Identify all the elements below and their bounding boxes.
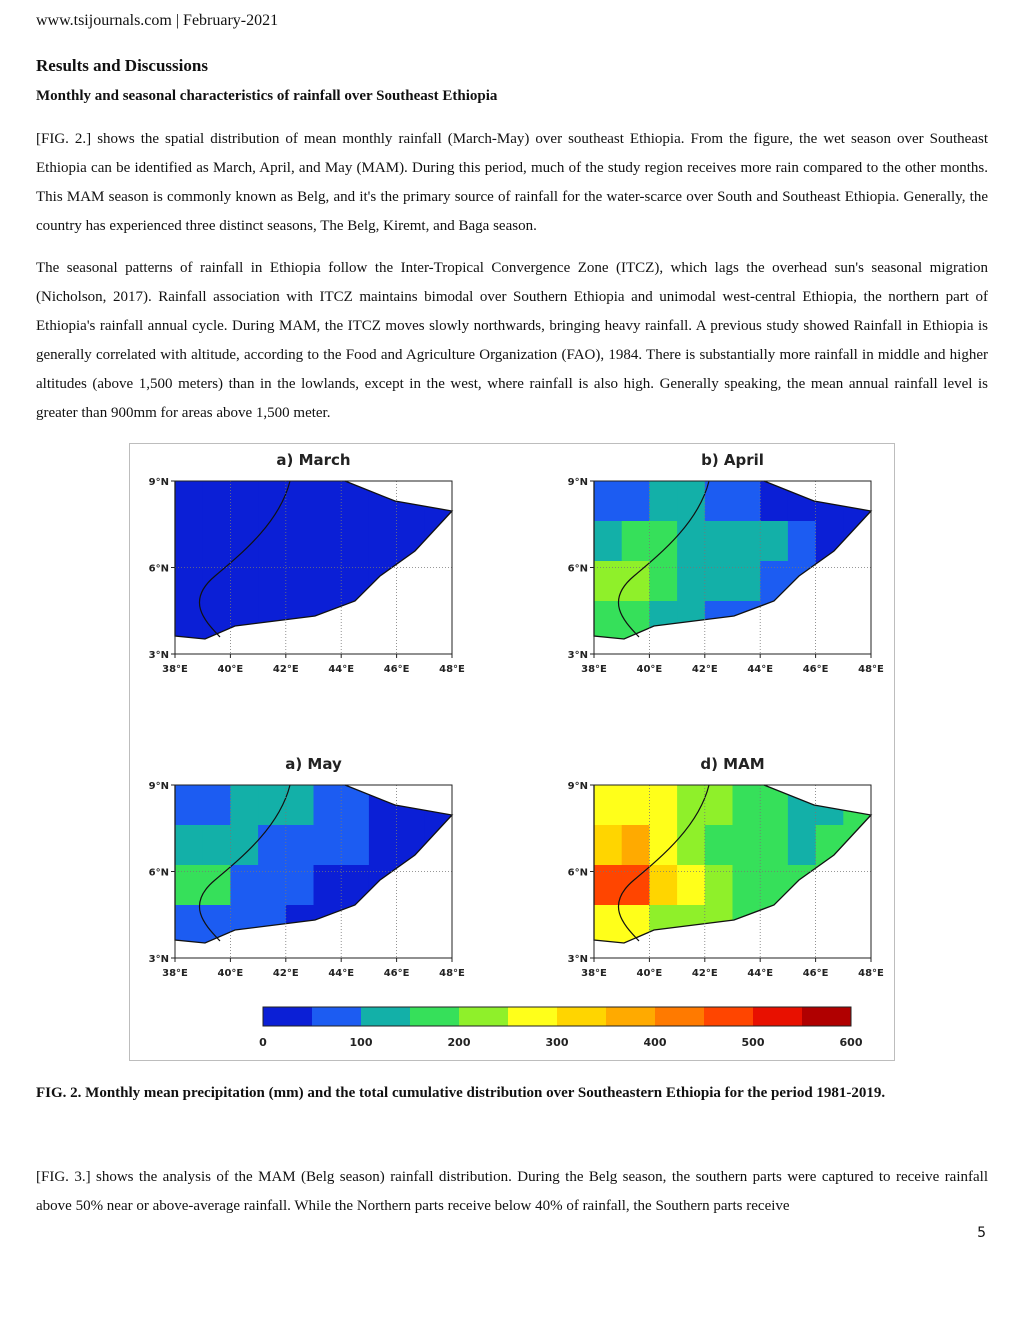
rainfall-cell [760,825,788,866]
rainfall-cell [677,865,705,906]
lat-tick-label: 6°N [567,867,588,879]
lon-tick-label: 48°E [439,664,465,675]
colorbar-segment [361,1007,410,1026]
map-panel [149,451,465,675]
rainfall-cell [286,905,314,946]
lat-tick-label: 9°N [567,477,588,488]
rainfall-cell [760,481,788,522]
lon-tick-label: 38°E [162,664,188,675]
rainfall-cell [314,561,342,602]
colorbar-segment [410,1007,459,1026]
rainfall-cell [369,905,397,946]
lon-tick-label: 42°E [272,968,299,979]
lon-tick-label: 46°E [383,968,410,979]
map-panel [568,755,884,979]
rainfall-cell [341,785,369,826]
colorbar-segment [508,1007,557,1026]
colorbar-segment [802,1007,851,1026]
lon-tick-label: 42°E [691,664,718,675]
rainfall-cell [341,905,369,946]
rainfall-cell [649,521,677,562]
lon-tick-label: 44°E [328,968,355,979]
rainfall-cell [788,785,816,826]
paragraph-fig2-description: [FIG. 2.] shows the spatial distribution of mean monthly rainfall (March-May) over southeast Ethiopia. From the figure, the wet season over Southeast Ethiopia can be identified as March, April, and May (MAM). During this period, much of the study region receives more rain compared to the other months. This MAM season is commonly known as Belg, and it's the primary source of rainfall for the water-scarce over South and Southeast Ethiopia. Generally, the country has experienced three distinct seasons, The Belg, Kiremt, and Baga season. [36,131,988,234]
rainfall-cell [760,521,788,562]
colorbar-tick-label: 100 [349,1036,373,1049]
lon-tick-label: 46°E [802,664,829,675]
colorbar-segment [753,1007,802,1026]
rainfall-cell [622,865,650,906]
rainfall-cell [230,905,258,946]
rainfall-cell [258,865,286,906]
rainfall-cell [843,905,871,946]
rainfall-cell [705,785,733,826]
rainfall-cell [341,521,369,562]
rainfall-cell [175,865,203,906]
rainfall-cell [594,481,622,522]
rainfall-cell [733,785,761,826]
rainfall-cell [594,905,622,946]
rainfall-cell [733,521,761,562]
rainfall-cell [424,825,452,866]
rainfall-cell [705,561,733,602]
rainfall-cell [341,601,369,642]
rainfall-cell [314,521,342,562]
colorbar-segment [606,1007,655,1026]
colorbar-tick-label: 500 [741,1036,765,1049]
rainfall-cell [424,865,452,906]
rainfall-cell [843,825,871,866]
rainfall-cell [649,561,677,602]
rainfall-cell [622,521,650,562]
colorbar-segment [557,1007,606,1026]
rainfall-cell [424,905,452,946]
rainfall-cell [649,905,677,946]
lat-tick-label: 9°N [148,781,169,792]
lon-tick-label: 48°E [858,664,884,675]
lat-tick-label: 3°N [567,954,588,965]
lon-tick-label: 38°E [581,968,607,979]
section-title: Results and Discussions [36,56,208,75]
rainfall-cell [397,481,425,522]
rainfall-cell [788,825,816,866]
rainfall-cell [733,825,761,866]
lon-tick-label: 48°E [439,968,465,979]
rainfall-cell [203,481,231,522]
rainfall-cell [705,481,733,522]
rainfall-cell [788,481,816,522]
rainfall-cell [816,481,844,522]
rainfall-cell [788,601,816,642]
rainfall-cell [230,825,258,866]
rainfall-cell [424,601,452,642]
rainfall-cell [705,905,733,946]
rainfall-cell [203,825,231,866]
lon-tick-label: 42°E [691,968,718,979]
lon-tick-label: 48°E [858,968,884,979]
rainfall-cell [843,865,871,906]
lat-tick-label: 6°N [567,563,588,575]
rainfall-cell [788,521,816,562]
rainfall-cell [369,601,397,642]
paragraph-itcz: The seasonal patterns of rainfall in Ethiopia follow the Inter-Tropical Convergence Zone (ITCZ), which lags the overhead sun's seasonal migration (Nicholson, 2017). Rainfall association with ITCZ maintains bimodal over Southern Ethiopia and unimodal west-central Ethiopia, the northern part of Ethiopia's rainfall annual cycle. During MAM, the ITCZ moves slowly northwards, bringing heavy rainfall. A previous study showed Rainfall in Ethiopia is generally correlated with altitude, according to the Food and Agriculture Organization (FAO), 1984. There is substantially more rainfall in middle and higher altitudes (above 1,500 meters) than in the lowlands, except in the west, where rainfall is also high. Generally speaking, the mean annual rainfall level is greater than 900mm for areas above 1,500 meter. [36,260,988,421]
rainfall-cell [424,521,452,562]
rainfall-cell [230,601,258,642]
rainfall-cell [843,521,871,562]
rainfall-cell [397,785,425,826]
rainfall-cell [341,825,369,866]
lat-tick-label: 6°N [148,867,169,879]
rainfall-cell [397,521,425,562]
rainfall-cell [175,785,203,826]
panel-title: a) May [285,755,342,773]
rainfall-cell [175,601,203,642]
colorbar-segment [263,1007,312,1026]
rainfall-cell [705,601,733,642]
rainfall-cell [649,825,677,866]
lon-tick-label: 38°E [581,664,607,675]
rainfall-cell [397,561,425,602]
rainfall-cell [816,825,844,866]
lon-tick-label: 46°E [383,664,410,675]
rainfall-grid [175,481,453,642]
rainfall-cell [203,785,231,826]
section-subtitle: Monthly and seasonal characteristics of rainfall over Southeast Ethiopia [36,88,498,104]
rainfall-cell [622,825,650,866]
lon-tick-label: 40°E [636,664,663,675]
lon-tick-label: 40°E [217,968,244,979]
rainfall-cell [677,825,705,866]
rainfall-cell [258,561,286,602]
colorbar-segment [704,1007,753,1026]
rainfall-cell [816,785,844,826]
colorbar-segment [655,1007,704,1026]
rainfall-cell [677,561,705,602]
rainfall-cell [649,481,677,522]
rainfall-cell [594,865,622,906]
rainfall-cell [175,905,203,946]
rainfall-cell [788,905,816,946]
rainfall-cell [733,865,761,906]
rainfall-cell [314,825,342,866]
rainfall-cell [175,825,203,866]
rainfall-cell [594,825,622,866]
lon-tick-label: 44°E [747,664,774,675]
rainfall-cell [816,905,844,946]
lon-tick-label: 40°E [217,664,244,675]
rainfall-cell [258,521,286,562]
rainfall-cell [286,785,314,826]
colorbar [259,1007,863,1049]
panel-title: a) March [276,451,351,469]
lon-tick-label: 38°E [162,968,188,979]
panel-title: b) April [701,451,764,469]
colorbar-tick-label: 0 [259,1036,267,1049]
rainfall-cell [175,561,203,602]
rainfall-cell [203,865,231,906]
rainfall-cell [397,825,425,866]
lat-tick-label: 3°N [148,650,169,661]
rainfall-cell [397,601,425,642]
rainfall-maps [130,444,894,1060]
rainfall-cell [816,561,844,602]
rainfall-cell [230,561,258,602]
rainfall-cell [705,521,733,562]
rainfall-grid [594,785,872,946]
rainfall-cell [286,481,314,522]
rainfall-cell [816,521,844,562]
rainfall-cell [622,481,650,522]
rainfall-cell [760,865,788,906]
rainfall-cell [341,865,369,906]
rainfall-cell [203,521,231,562]
lat-tick-label: 6°N [148,563,169,575]
lon-tick-label: 44°E [747,968,774,979]
rainfall-cell [203,561,231,602]
rainfall-cell [341,481,369,522]
colorbar-tick-label: 600 [839,1036,863,1049]
rainfall-cell [397,865,425,906]
rainfall-cell [594,785,622,826]
rainfall-cell [258,825,286,866]
lon-tick-label: 42°E [272,664,299,675]
lat-tick-label: 3°N [567,650,588,661]
rainfall-cell [760,905,788,946]
rainfall-cell [760,785,788,826]
panel-title: d) MAM [700,755,765,773]
rainfall-cell [230,785,258,826]
rainfall-cell [594,601,622,642]
rainfall-cell [705,865,733,906]
rainfall-cell [369,521,397,562]
rainfall-cell [314,865,342,906]
rainfall-cell [286,561,314,602]
rainfall-cell [733,481,761,522]
rainfall-cell [622,561,650,602]
colorbar-tick-label: 200 [447,1036,471,1049]
lon-tick-label: 46°E [802,968,829,979]
rainfall-cell [760,601,788,642]
lon-tick-label: 40°E [636,968,663,979]
rainfall-cell [594,561,622,602]
figure-caption: FIG. 2. Monthly mean precipitation (mm) and the total cumulative distribution over Southeastern Ethiopia for the period 1981-2019. [36,1085,886,1101]
lat-tick-label: 9°N [567,781,588,792]
rainfall-cell [286,825,314,866]
colorbar-segment [312,1007,361,1026]
rainfall-cell [314,785,342,826]
rainfall-cell [622,785,650,826]
rainfall-cell [649,785,677,826]
rainfall-cell [230,865,258,906]
rainfall-cell [314,481,342,522]
lat-tick-label: 3°N [148,954,169,965]
rainfall-cell [705,825,733,866]
rainfall-cell [369,785,397,826]
rainfall-cell [649,865,677,906]
figure-2 [129,443,895,1061]
rainfall-cell [286,521,314,562]
rainfall-grid [594,481,872,642]
rainfall-cell [175,521,203,562]
rainfall-cell [286,601,314,642]
rainfall-cell [649,601,677,642]
lat-tick-label: 9°N [148,477,169,488]
colorbar-tick-label: 400 [643,1036,667,1049]
rainfall-cell [286,865,314,906]
colorbar-tick-label: 300 [545,1036,569,1049]
rainfall-cell [594,521,622,562]
colorbar-segment [459,1007,508,1026]
map-panel [149,755,465,979]
rainfall-grid [175,785,453,946]
rainfall-cell [733,561,761,602]
rainfall-cell [816,865,844,906]
rainfall-cell [424,561,452,602]
rainfall-cell [397,905,425,946]
rainfall-cell [843,601,871,642]
rainfall-cell [843,561,871,602]
rainfall-cell [341,561,369,602]
rainfall-cell [816,601,844,642]
paragraph-fig3-description: [FIG. 3.] shows the analysis of the MAM (Belg season) rainfall distribution. During the Belg season, the southern parts were captured to receive rainfall above 50% near or above-average rainfall. While the Northern parts receive below 40% of rainfall, the Southern parts receive [36,1169,988,1214]
rainfall-cell [677,521,705,562]
rainfall-cell [175,481,203,522]
map-panel [568,451,884,675]
rainfall-cell [230,521,258,562]
journal-header: www.tsijournals.com | February-2021 [36,12,279,29]
rainfall-cell [369,481,397,522]
lon-tick-label: 44°E [328,664,355,675]
rainfall-cell [369,825,397,866]
page-number: 5 [977,1225,986,1241]
rainfall-cell [760,561,788,602]
rainfall-cell [230,481,258,522]
